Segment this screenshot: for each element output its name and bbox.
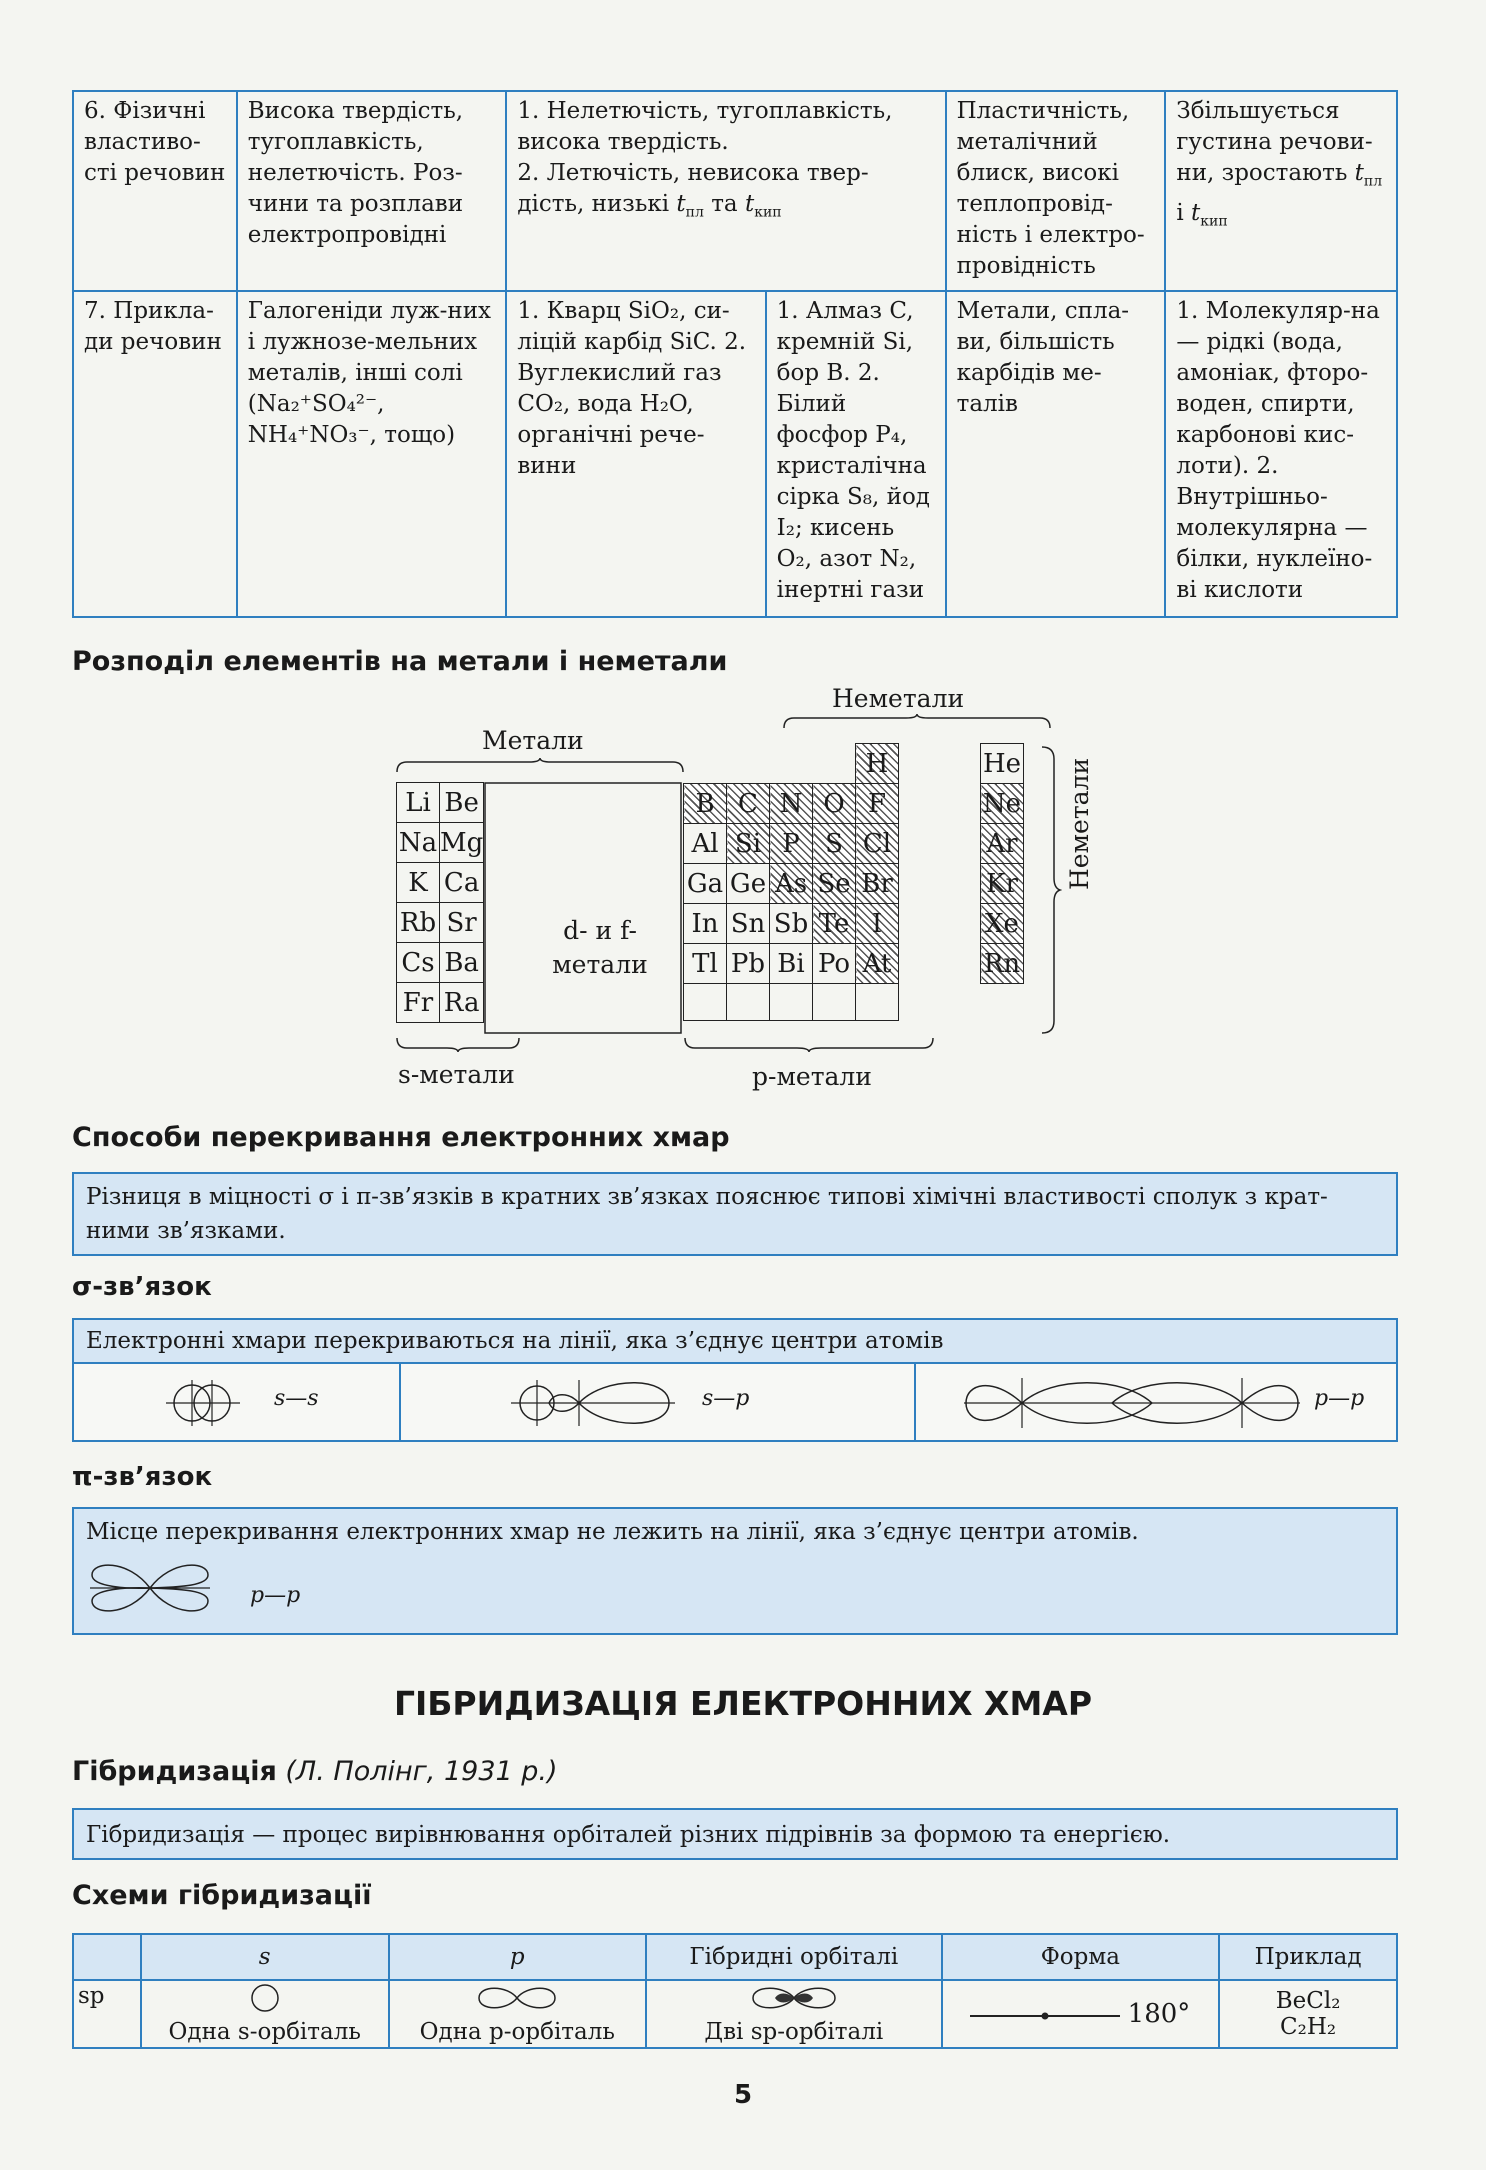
element-cell: Fr [397,983,440,1023]
element-cell: S [813,824,856,864]
sp-orbital-icon [749,1983,839,2013]
table-row [684,944,899,984]
element-cell: Cl [856,824,899,864]
divider [914,1364,916,1442]
element-cell: Si [727,824,770,864]
s-metals-label: s-метали [398,1060,515,1089]
element-cell: Xe [981,904,1024,944]
metals-label: Метали [482,726,584,755]
pi-title: π-зв’язок [72,1462,213,1492]
element-cell [684,744,727,784]
element-cell: Rn [981,944,1024,984]
overlap-title: Способи перекривання електронних хмар [72,1122,730,1153]
element-cell [727,744,770,784]
sigma-desc: Електронні хмари перекриваються на лінії, яка з’єднує центри атомів [72,1318,1398,1364]
element-cell: He [981,744,1024,784]
row7-metallic: Метали, спла-ви, більшість карбідів ме-талів [946,291,1166,617]
s-cell-label: Одна s-орбіталь [168,2019,361,2045]
ta-word: та [711,191,738,217]
distribution-title: Розподіл елементів на метали і неметали [72,646,728,677]
element-cell: In [684,904,727,944]
element-cell: Al [684,824,727,864]
table-row [73,1980,1397,2048]
pl-sub: пл [685,204,704,221]
table-row [397,823,484,863]
element-cell: Te [813,904,856,944]
element-cell: F [856,784,899,824]
p-cell-label: Одна p-орбіталь [419,2019,615,2045]
s-p-orbital-icon [509,1374,679,1432]
example-cell [1219,1980,1397,2048]
noble-gas-table [980,743,1024,984]
linear-shape-icon [970,2009,1120,2023]
element-cell: I [856,904,899,944]
row7-label: 7. Прикла-ди речовин [73,291,237,617]
element-cell: Sr [440,903,484,943]
pl-sub: пл [1363,173,1383,190]
row7-elements: 1. Алмаз C, кремній Si, бор B. 2. Білий фосфор P₄, кристалічна сірка S₈, йод I₂; кисень O₂, азот N₂, інертні гази [766,291,946,617]
s-block-table [396,782,484,1023]
element-cell [813,984,856,1021]
t-symbol: t [744,191,755,217]
schemes-title: Схеми гібридизації [72,1880,372,1911]
row6-label: 6. Фізичні властиво-сті речовин [73,91,237,291]
t-symbol: t [1191,199,1201,226]
p-p-orbital-icon [962,1374,1302,1432]
row7-hydrogen: 1. Молекуляр-на — рідкі (вода, амоніак, фторо-воден, спирти, карбонові кис-лоти). 2. Внутрішньо-молекулярна — білки, нуклеїно-ві кислоти [1165,291,1397,617]
element-cell: Ar [981,824,1024,864]
row6-ionic: Висока твердість, тугоплавкість, нелетючість. Роз-чини та розплави електропровідні [237,91,507,291]
example-1: BeCl₂ [1275,1988,1341,2014]
row6-covalent-line2: 2. Летючість, невисока твер-дість, низькі [517,160,869,217]
element-cell: Li [397,783,440,823]
element-cell [813,744,856,784]
pi-box [72,1507,1398,1635]
table-row [397,983,484,1023]
s-cell [141,1980,389,2048]
table-row [684,824,899,864]
p-metals-label: p-метали [752,1062,872,1091]
row6-molecular-text: Збільшується густина речови-ни, зростають [1176,98,1373,186]
element-cell: Ca [440,863,484,903]
hybrid-cell-label: Дві sp-орбіталі [704,2019,884,2045]
page-number: 5 [733,2080,753,2110]
row7-formula1: (Na₂⁺SO₄²⁻, [247,391,385,417]
sigma-ss-label: s—s [274,1386,319,1411]
sigma-sp-label: s—p [702,1386,750,1411]
p-cell [389,1980,647,2048]
shape-cell [942,1980,1220,2048]
hybrid-heading: ГІБРИДИЗАЦІЯ ЕЛЕКТРОННИХ ХМАР [393,1684,1093,1723]
element-cell: Se [813,864,856,904]
hybrid-subtitle [72,1756,558,1787]
element-cell: Po [813,944,856,984]
element-cell: Sn [727,904,770,944]
element-cell: As [770,864,813,904]
element-cell: Pb [727,944,770,984]
row7-formula2: NH₄⁺NO₃⁻, тощо) [247,422,456,448]
element-cell: At [856,944,899,984]
table-row [684,984,899,1021]
table-row [397,783,484,823]
row6-metallic: Пластичність, металічний блиск, високі теплопровід-ність і електро-провідність [946,91,1166,291]
p-orbital-icon [475,1983,559,2013]
hybrid-definition: Гібридизація — процес вирівнювання орбіталей різних підрівнів за формою та енергією. [72,1808,1398,1860]
nonmetals-top-label: Неметали [832,684,965,713]
overlap-note: Різниця в міцності σ і π-зв’язків в кратних зв’язках пояснює типові хімічні властивості сполук з крат-ними зв’язками. [72,1172,1398,1256]
header-cell: Приклад [1219,1934,1397,1980]
element-cell: Rb [397,903,440,943]
element-cell: Ga [684,864,727,904]
table-row [684,784,899,824]
nonmetals-side-label: Неметали [1065,757,1094,890]
pi-orbital-icon [88,1555,212,1621]
kip-sub: кип [754,204,782,221]
header-cell: Гібридні орбіталі [646,1934,941,1980]
table-row [73,91,1397,291]
element-cell: H [856,744,899,784]
angle-label: 180° [1127,1999,1191,2029]
element-cell: Mg [440,823,484,863]
hybrid-type: sp [73,1980,141,2048]
header-cell: s [141,1934,389,1980]
sigma-diagrams [72,1362,1398,1442]
header-cell: Форма [942,1934,1220,1980]
t-symbol: t [676,191,686,217]
table-row [981,864,1024,904]
pi-pp-label: p—p [250,1583,301,1608]
p-block-table [683,743,899,1021]
divider [399,1364,401,1442]
i-word: і [1176,199,1184,226]
p-metals-bracket [683,1036,937,1052]
d-f-metals-label: d- и f-метали [552,916,648,979]
properties-table [72,90,1398,618]
element-cell: O [813,784,856,824]
element-cell: Tl [684,944,727,984]
table-row [981,904,1024,944]
element-cell: Br [856,864,899,904]
hybrid-subtitle-word: Гібридизація [72,1756,277,1787]
element-cell: N [770,784,813,824]
table-row [981,824,1024,864]
element-cell [727,984,770,1021]
row6-covalent [506,91,945,291]
element-cell [770,984,813,1021]
s-s-orbital-icon [164,1376,244,1430]
s-metals-bracket [395,1036,523,1052]
table-row [73,1934,1397,1980]
element-cell: Ne [981,784,1024,824]
table-row [981,944,1024,984]
row7-ionic [237,291,507,617]
d-f-block-frame [484,782,684,1036]
element-cell: K [397,863,440,903]
element-cell: Sb [770,904,813,944]
element-cell: C [727,784,770,824]
element-cell: Ba [440,943,484,983]
element-cell: Ra [440,983,484,1023]
element-cell: Be [440,783,484,823]
hybrid-author: (Л. Полінг, 1931 р.) [285,1756,558,1787]
table-row [981,784,1024,824]
s-orbital-icon [245,1983,285,2013]
hybrid-cell [646,1980,941,2048]
row7-atomic-molecular: 1. Кварц SiO₂, си-ліцій карбід SiC. 2. Вуглекислий газ CO₂, вода H₂O, органічні рече-вини [506,291,765,617]
element-cell [856,984,899,1021]
hybrid-table [72,1933,1398,2049]
header-cell: p [389,1934,647,1980]
sigma-pp-label: p—p [1314,1386,1365,1411]
table-row [397,903,484,943]
t-symbol: t [1354,160,1364,186]
element-cell: Cs [397,943,440,983]
nonmetals-bracket [782,714,1052,730]
kip-sub: кип [1200,213,1228,230]
element-cell: Ge [727,864,770,904]
element-cell [770,744,813,784]
row6-covalent-line1: 1. Нелетючість, тугоплавкість, висока твердість. [517,98,893,155]
metals-bracket [395,758,685,774]
nonmetals-side-bracket [1040,745,1062,1035]
element-cell: Kr [981,864,1024,904]
row6-molecular [1165,91,1397,291]
row7-ionic-text: Галогеніди луж-них і лужнозе-мельних металів, інші солі [247,298,492,386]
element-cell: Bi [770,944,813,984]
table-row [684,744,899,784]
table-row [684,904,899,944]
element-cell: Na [397,823,440,863]
header-cell [73,1934,141,1980]
element-cell: P [770,824,813,864]
element-cell: B [684,784,727,824]
example-2: C₂H₂ [1280,2014,1337,2040]
table-row [73,291,1397,617]
pi-desc: Місце перекривання електронних хмар не лежить на лінії, яка з’єднує центри атомів. [86,1519,1139,1545]
sigma-title: σ-зв’язок [72,1272,212,1302]
table-row [981,744,1024,784]
table-row [397,943,484,983]
element-cell [684,984,727,1021]
table-row [397,863,484,903]
table-row [684,864,899,904]
